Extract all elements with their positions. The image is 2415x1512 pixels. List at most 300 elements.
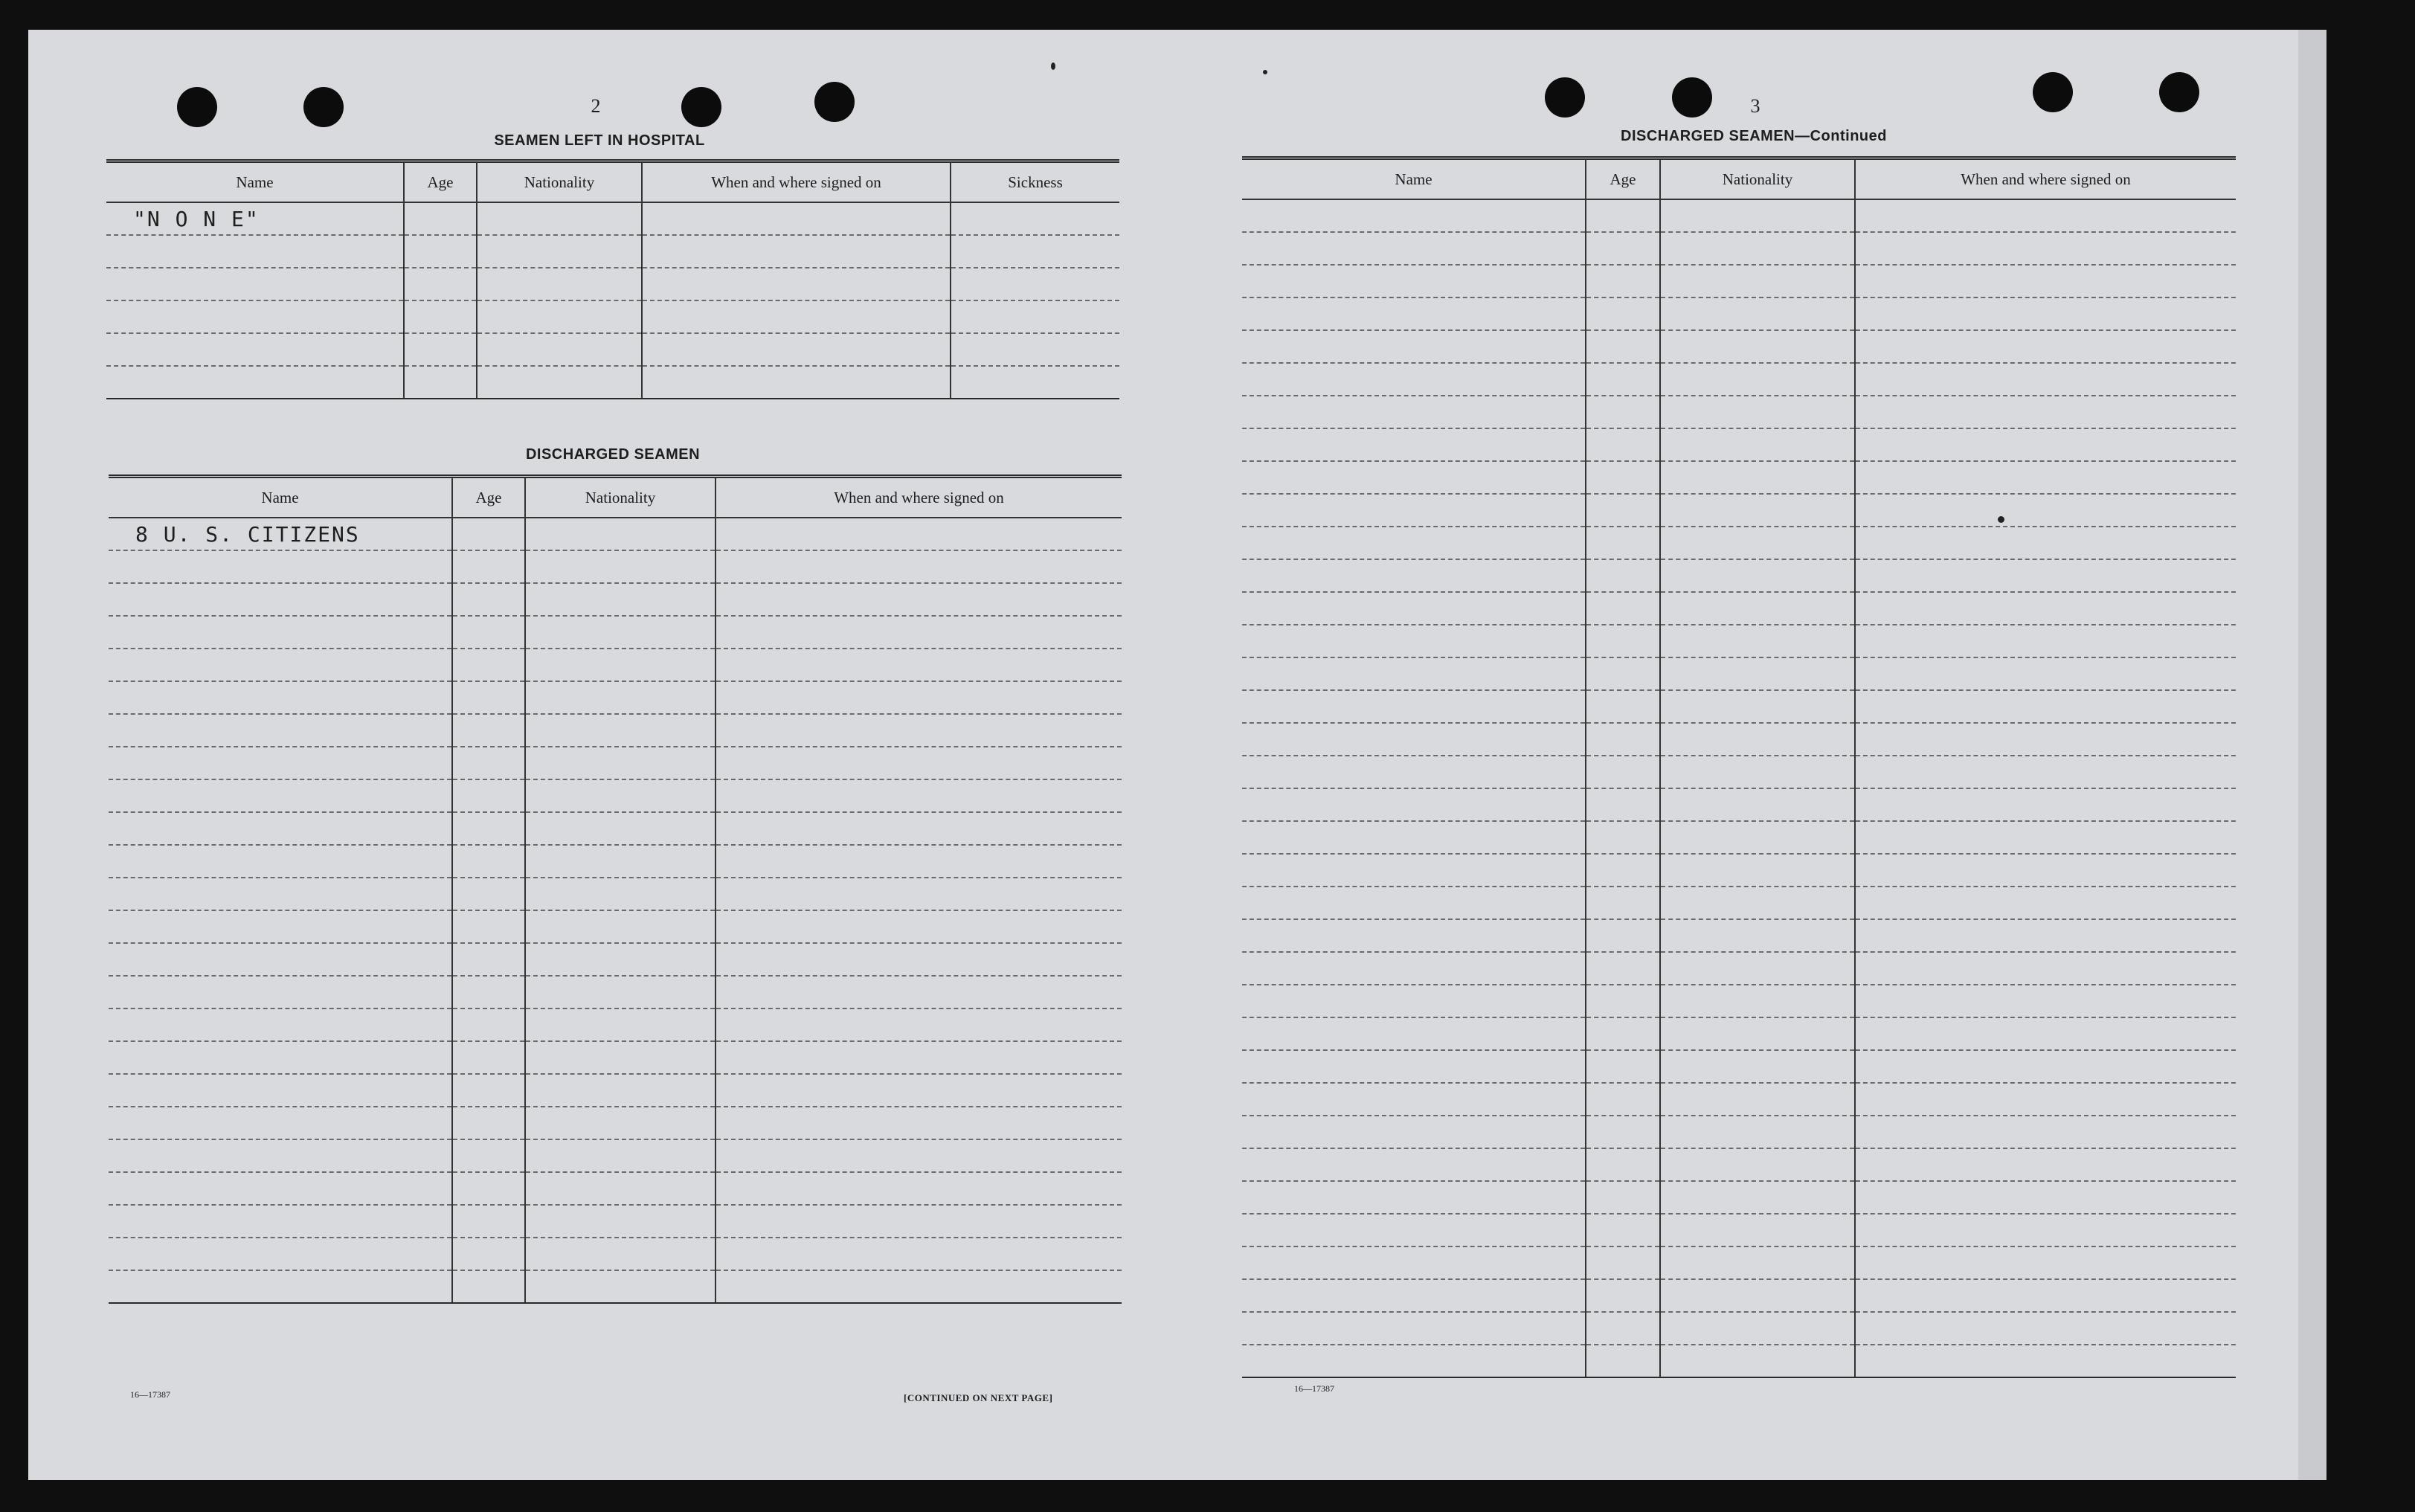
left-page <box>28 30 1159 1480</box>
cell-signed-on <box>1855 756 2236 788</box>
cell-nationality <box>477 333 642 366</box>
table-row <box>109 812 1122 845</box>
column-header-signed-on: When and where signed on <box>642 161 951 203</box>
cell-age <box>1586 887 1660 919</box>
cell-name <box>1242 1345 1586 1377</box>
cell-name <box>1242 821 1586 854</box>
table-row <box>1242 756 2236 788</box>
cell-age <box>1586 527 1660 559</box>
cell-sickness <box>951 366 1119 399</box>
cell-name <box>1242 1083 1586 1116</box>
cell-name <box>1242 232 1586 265</box>
cell-name <box>106 333 404 366</box>
discharged-section-title: DISCHARGED SEAMEN <box>525 446 701 463</box>
cell-nationality <box>525 812 716 845</box>
table-row <box>1242 1050 2236 1083</box>
table-row <box>1242 985 2236 1017</box>
cell-age <box>1586 1116 1660 1148</box>
column-header-nationality: Nationality <box>525 477 716 518</box>
punch-hole <box>1545 77 1585 118</box>
cell-name <box>106 268 404 300</box>
cell-name <box>109 747 452 779</box>
cell-signed-on <box>642 366 951 399</box>
cell-nationality <box>1660 952 1855 985</box>
table-row <box>1242 461 2236 494</box>
scan-edge <box>2298 30 2326 1480</box>
cell-signed-on <box>716 1107 1122 1139</box>
cell-age <box>1586 625 1660 657</box>
table-row <box>106 300 1119 333</box>
cell-nationality <box>1660 396 1855 428</box>
cell-signed-on <box>1855 854 2236 887</box>
cell-name <box>109 1107 452 1139</box>
table-row <box>106 268 1119 300</box>
cell-signed-on <box>716 943 1122 976</box>
cell-nationality <box>1660 919 1855 952</box>
cell-name: 8 U. S. CITIZENS <box>109 518 452 550</box>
table-row <box>109 878 1122 910</box>
cell-signed-on <box>716 910 1122 943</box>
cell-nationality <box>477 300 642 333</box>
cell-age <box>1586 1279 1660 1312</box>
cell-name <box>1242 919 1586 952</box>
cell-nationality <box>525 714 716 747</box>
cell-age <box>1586 657 1660 690</box>
cell-nationality <box>1660 265 1855 297</box>
cell-signed-on <box>716 550 1122 583</box>
cell-age <box>1586 854 1660 887</box>
cell-name: "N O N E" <box>106 202 404 235</box>
cell-age <box>1586 330 1660 363</box>
cell-nationality <box>1660 428 1855 461</box>
cell-nationality <box>1660 1083 1855 1116</box>
cell-name <box>109 812 452 845</box>
cell-name <box>1242 985 1586 1017</box>
cell-age <box>1586 559 1660 592</box>
cell-nationality <box>525 681 716 714</box>
cell-name <box>109 681 452 714</box>
cell-name <box>109 779 452 812</box>
cell-signed-on <box>1855 330 2236 363</box>
cell-nationality <box>525 1107 716 1139</box>
cell-signed-on <box>716 976 1122 1008</box>
continued-note: [CONTINUED ON NEXT PAGE] <box>904 1392 1053 1403</box>
column-header-signed-on: When and where signed on <box>716 477 1122 518</box>
cell-age <box>452 681 525 714</box>
cell-name <box>1242 854 1586 887</box>
right-page <box>1159 30 2298 1480</box>
cell-nationality <box>1660 985 1855 1017</box>
cell-nationality <box>525 1041 716 1074</box>
cell-nationality <box>525 779 716 812</box>
cell-signed-on <box>1855 788 2236 821</box>
cell-signed-on <box>642 202 951 235</box>
cell-signed-on <box>1855 199 2236 232</box>
cell-nationality <box>477 268 642 300</box>
cell-age <box>1586 821 1660 854</box>
table-row <box>109 583 1122 616</box>
cell-signed-on <box>1855 265 2236 297</box>
cell-name <box>1242 1214 1586 1246</box>
table-row <box>1242 1116 2236 1148</box>
cell-age <box>1586 494 1660 527</box>
cell-age <box>1586 1050 1660 1083</box>
cell-name <box>1242 1050 1586 1083</box>
table-row <box>109 747 1122 779</box>
cell-name <box>109 1205 452 1238</box>
column-header-signed-on: When and where signed on <box>1855 158 2236 200</box>
column-header-name: Name <box>1242 158 1586 200</box>
cell-name <box>109 910 452 943</box>
cell-nationality <box>1660 363 1855 396</box>
table-row <box>109 1172 1122 1205</box>
cell-age <box>1586 1017 1660 1050</box>
cell-signed-on <box>716 1238 1122 1270</box>
cell-nationality <box>525 910 716 943</box>
cell-name <box>1242 527 1586 559</box>
cell-nationality <box>1660 625 1855 657</box>
table-row <box>109 681 1122 714</box>
cell-signed-on <box>1855 363 2236 396</box>
discharged-continued-table <box>1242 156 2236 1378</box>
discharged-table <box>109 474 1122 1304</box>
form-number: 16—17387 <box>1294 1383 1334 1394</box>
cell-age <box>1586 690 1660 723</box>
cell-age <box>1586 428 1660 461</box>
cell-signed-on <box>1855 1181 2236 1214</box>
table-row <box>1242 821 2236 854</box>
cell-name <box>1242 396 1586 428</box>
hospital-table <box>106 159 1119 399</box>
table-row <box>1242 199 2236 232</box>
table-row <box>1242 690 2236 723</box>
column-header-nationality: Nationality <box>477 161 642 203</box>
cell-age <box>452 1008 525 1041</box>
table-row <box>1242 1181 2236 1214</box>
cell-age <box>452 812 525 845</box>
cell-age <box>404 300 477 333</box>
ink-speck <box>1051 62 1055 70</box>
cell-nationality <box>1660 199 1855 232</box>
cell-age <box>1586 788 1660 821</box>
cell-name <box>1242 1279 1586 1312</box>
cell-name <box>1242 1148 1586 1181</box>
cell-nationality <box>1660 756 1855 788</box>
cell-age <box>452 747 525 779</box>
cell-signed-on <box>1855 396 2236 428</box>
cell-nationality <box>1660 821 1855 854</box>
column-header-age: Age <box>1586 158 1660 200</box>
cell-name <box>1242 1181 1586 1214</box>
cell-signed-on <box>1855 723 2236 756</box>
cell-name <box>109 1139 452 1172</box>
cell-nationality <box>1660 657 1855 690</box>
table-row <box>109 1008 1122 1041</box>
cell-nationality <box>1660 723 1855 756</box>
table-row <box>109 1238 1122 1270</box>
cell-signed-on <box>716 681 1122 714</box>
cell-name <box>109 1270 452 1303</box>
cell-signed-on <box>716 583 1122 616</box>
cell-nationality <box>1660 690 1855 723</box>
table-row <box>109 714 1122 747</box>
cell-signed-on <box>716 812 1122 845</box>
cell-signed-on <box>642 333 951 366</box>
table-row <box>106 366 1119 399</box>
cell-signed-on <box>716 616 1122 649</box>
cell-name <box>1242 723 1586 756</box>
cell-age <box>452 1139 525 1172</box>
column-header-name: Name <box>106 161 404 203</box>
cell-age <box>1586 919 1660 952</box>
cell-name <box>1242 265 1586 297</box>
cell-signed-on <box>716 1074 1122 1107</box>
cell-age <box>1586 592 1660 625</box>
cell-age <box>452 649 525 681</box>
cell-signed-on <box>1855 494 2236 527</box>
table-row <box>109 649 1122 681</box>
table-row <box>1242 396 2236 428</box>
cell-age <box>452 845 525 878</box>
cell-signed-on <box>1855 1246 2236 1279</box>
cell-age <box>404 235 477 268</box>
punch-hole <box>303 87 344 127</box>
cell-age <box>452 1107 525 1139</box>
table-row <box>1242 625 2236 657</box>
cell-signed-on <box>1855 887 2236 919</box>
cell-signed-on <box>1855 232 2236 265</box>
cell-sickness <box>951 333 1119 366</box>
cell-nationality <box>1660 1345 1855 1377</box>
table-row <box>1242 527 2236 559</box>
cell-name <box>106 366 404 399</box>
cell-age <box>452 779 525 812</box>
table-row <box>109 1270 1122 1303</box>
cell-nationality <box>525 1238 716 1270</box>
cell-nationality <box>525 747 716 779</box>
table-header-row <box>1242 158 2236 200</box>
cell-name <box>1242 592 1586 625</box>
table-row <box>109 779 1122 812</box>
cell-age <box>452 1270 525 1303</box>
cell-signed-on <box>1855 559 2236 592</box>
cell-signed-on <box>1855 297 2236 330</box>
table-row <box>1242 1214 2236 1246</box>
discharged-continued-title <box>1621 128 1887 145</box>
cell-signed-on <box>642 300 951 333</box>
punch-hole <box>814 82 855 122</box>
table-row <box>1242 363 2236 396</box>
cell-name <box>1242 887 1586 919</box>
table-row <box>109 976 1122 1008</box>
cell-age <box>1586 265 1660 297</box>
cell-nationality <box>477 202 642 235</box>
cell-age <box>1586 756 1660 788</box>
cell-signed-on <box>1855 919 2236 952</box>
cell-name <box>1242 494 1586 527</box>
cell-name <box>109 1041 452 1074</box>
cell-signed-on <box>716 1270 1122 1303</box>
table-row <box>109 910 1122 943</box>
cell-age <box>452 714 525 747</box>
cell-signed-on <box>1855 461 2236 494</box>
table-row <box>1242 1312 2236 1345</box>
cell-name <box>1242 1312 1586 1345</box>
punch-hole <box>2159 72 2199 112</box>
cell-nationality <box>525 1074 716 1107</box>
cell-nationality <box>1660 854 1855 887</box>
table-row <box>1242 232 2236 265</box>
table-row <box>109 1139 1122 1172</box>
cell-age <box>1586 461 1660 494</box>
cell-nationality <box>1660 1017 1855 1050</box>
cell-name <box>109 878 452 910</box>
cell-name <box>109 649 452 681</box>
cell-name <box>1242 461 1586 494</box>
table-row <box>1242 788 2236 821</box>
table-header-row <box>109 477 1122 518</box>
cell-nationality <box>525 1139 716 1172</box>
table-row <box>109 518 1122 550</box>
cell-nationality <box>525 943 716 976</box>
column-header-sickness: Sickness <box>951 161 1119 203</box>
cell-age <box>452 583 525 616</box>
table-row <box>109 845 1122 878</box>
cell-name <box>1242 1246 1586 1279</box>
table-row <box>1242 265 2236 297</box>
cell-age <box>452 616 525 649</box>
cell-age <box>1586 199 1660 232</box>
cell-name <box>109 1172 452 1205</box>
table-row <box>1242 1279 2236 1312</box>
cell-signed-on <box>716 1205 1122 1238</box>
cell-age <box>1586 232 1660 265</box>
cell-age <box>1586 1083 1660 1116</box>
cell-age <box>1586 723 1660 756</box>
cell-signed-on <box>1855 428 2236 461</box>
table-row <box>106 235 1119 268</box>
cell-name <box>1242 199 1586 232</box>
cell-nationality <box>1660 527 1855 559</box>
cell-age <box>452 1172 525 1205</box>
cell-signed-on <box>1855 1148 2236 1181</box>
cell-signed-on <box>1855 952 2236 985</box>
cell-nationality <box>525 550 716 583</box>
cell-age <box>1586 396 1660 428</box>
cell-name <box>109 976 452 1008</box>
column-header-name: Name <box>109 477 452 518</box>
cell-nationality <box>525 583 716 616</box>
cell-signed-on <box>716 747 1122 779</box>
cell-nationality <box>1660 1246 1855 1279</box>
cell-signed-on <box>1855 1345 2236 1377</box>
cell-age <box>1586 1312 1660 1345</box>
table-row <box>1242 887 2236 919</box>
cell-signed-on <box>716 779 1122 812</box>
cell-nationality <box>1660 461 1855 494</box>
hospital-section-title: SEAMEN LEFT IN HOSPITAL <box>494 132 705 149</box>
cell-signed-on <box>1855 690 2236 723</box>
table-row <box>1242 1017 2236 1050</box>
cell-name <box>1242 330 1586 363</box>
cell-signed-on <box>1855 527 2236 559</box>
cell-age <box>404 202 477 235</box>
cell-age <box>1586 1148 1660 1181</box>
cell-age <box>1586 363 1660 396</box>
cell-age <box>1586 985 1660 1017</box>
cell-name <box>109 714 452 747</box>
cell-nationality <box>525 1008 716 1041</box>
cell-name <box>109 1238 452 1270</box>
cell-name <box>1242 625 1586 657</box>
cell-signed-on <box>1855 985 2236 1017</box>
title-text: DISCHARGED SEAMEN <box>1621 128 1795 144</box>
cell-nationality <box>1660 1214 1855 1246</box>
column-header-age: Age <box>452 477 525 518</box>
cell-age <box>1586 1214 1660 1246</box>
cell-signed-on <box>716 845 1122 878</box>
cell-signed-on <box>1855 1050 2236 1083</box>
cell-nationality <box>525 976 716 1008</box>
cell-name <box>109 1008 452 1041</box>
page-number: 3 <box>1750 95 1760 117</box>
cell-nationality <box>1660 887 1855 919</box>
cell-signed-on <box>716 878 1122 910</box>
cell-age <box>452 1238 525 1270</box>
cell-name <box>1242 756 1586 788</box>
table-row <box>1242 1083 2236 1116</box>
cell-nationality <box>1660 788 1855 821</box>
cell-age <box>1586 1246 1660 1279</box>
cell-signed-on <box>1855 1017 2236 1050</box>
table-row <box>1242 854 2236 887</box>
cell-signed-on <box>1855 821 2236 854</box>
column-header-nationality: Nationality <box>1660 158 1855 200</box>
cell-name <box>1242 428 1586 461</box>
cell-name <box>1242 952 1586 985</box>
cell-age <box>452 518 525 550</box>
cell-age <box>452 550 525 583</box>
cell-signed-on <box>1855 592 2236 625</box>
punch-hole <box>1672 77 1712 118</box>
table-header-row <box>106 161 1119 203</box>
table-row <box>1242 1345 2236 1377</box>
cell-name <box>109 943 452 976</box>
table-row <box>106 202 1119 235</box>
cell-nationality <box>477 235 642 268</box>
cell-nationality <box>1660 559 1855 592</box>
punch-hole <box>681 87 721 127</box>
cell-age <box>1586 1181 1660 1214</box>
table-row <box>1242 657 2236 690</box>
cell-name <box>1242 559 1586 592</box>
table-row <box>1242 559 2236 592</box>
cell-nationality <box>1660 297 1855 330</box>
table-row <box>109 550 1122 583</box>
cell-sickness <box>951 268 1119 300</box>
ink-speck <box>1263 70 1267 74</box>
table-row <box>109 1107 1122 1139</box>
cell-nationality <box>477 366 642 399</box>
cell-nationality <box>525 649 716 681</box>
cell-sickness <box>951 235 1119 268</box>
cell-nationality <box>525 878 716 910</box>
table-row <box>1242 919 2236 952</box>
table-row <box>1242 592 2236 625</box>
cell-signed-on <box>716 1008 1122 1041</box>
table-row <box>1242 723 2236 756</box>
table-row <box>106 333 1119 366</box>
